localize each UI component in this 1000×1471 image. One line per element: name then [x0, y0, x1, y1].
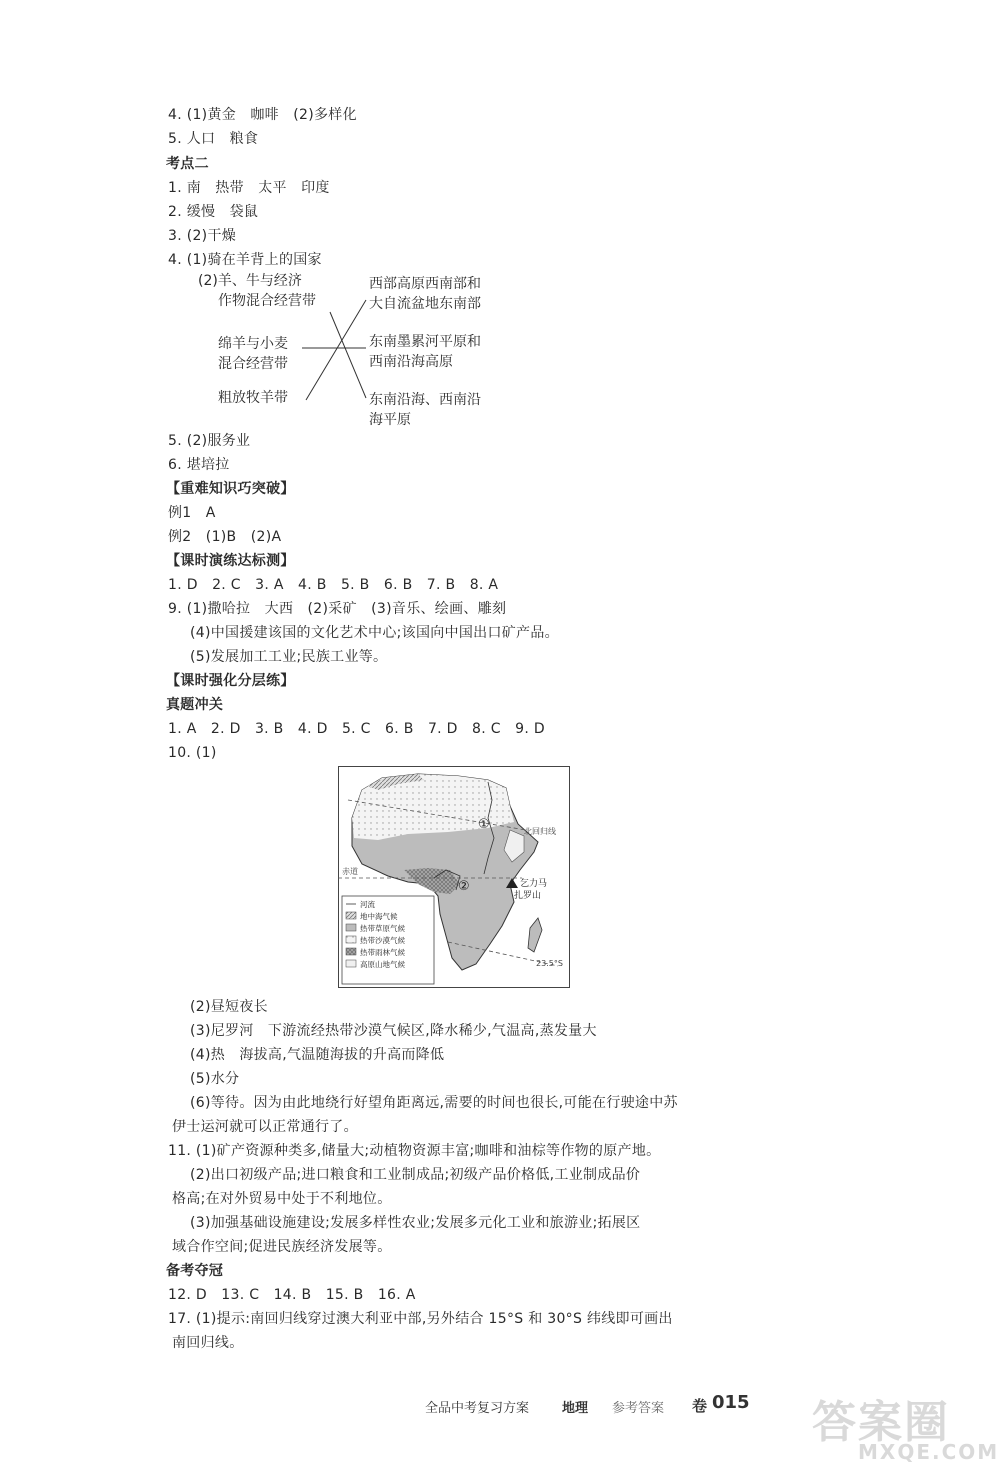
legend-item: 河流 [360, 900, 375, 909]
match-right-2b: 西南沿海高原 [369, 354, 453, 370]
legend-swatch [346, 948, 356, 955]
marker-2: ② [458, 879, 470, 894]
answer-line: 4. (1)骑在羊背上的国家 [168, 252, 322, 268]
answer-line: (3)尼罗河 下游流经热带沙漠气候区,降水稀少,气温高,蒸发量大 [190, 1023, 597, 1039]
equator-label: 赤道 [342, 867, 358, 876]
answer-line: 12. D 13. C 14. B 15. B 16. A [168, 1287, 416, 1303]
answer-line: 4. (1)黄金 咖啡 (2)多样化 [168, 107, 357, 123]
match-line-1 [330, 312, 366, 398]
answer-line: 6. 堪培拉 [168, 457, 230, 473]
answer-line: 伊士运河就可以正常通行了。 [172, 1119, 358, 1135]
footer-subject: 地理 [562, 1401, 589, 1416]
legend-swatch [346, 960, 356, 967]
legend-item: 热带草原气候 [360, 924, 405, 933]
section-heading: 真题冲关 [166, 697, 224, 713]
section-heading: 考点二 [166, 156, 209, 172]
answer-line: (5)水分 [190, 1071, 240, 1087]
legend-item: 热带沙漠气候 [360, 936, 405, 945]
legend-swatch [346, 936, 356, 943]
match-right-1a: 西部高原西南部和 [369, 276, 481, 292]
footer-volume: 卷 [692, 1397, 708, 1415]
section-heading: 【重难知识巧突破】 [166, 481, 295, 497]
answer-line: 1. A 2. D 3. B 4. D 5. C 6. B 7. D 8. C 9. D [168, 721, 545, 737]
match-right-1b: 大自流盆地东南部 [369, 296, 481, 312]
answer-line: 格高;在对外贸易中处于不利地位。 [172, 1191, 392, 1207]
answer-line: (3)加强基础设施建设;发展多样性农业;发展多元化工业和旅游业;拓展区 [190, 1215, 641, 1231]
legend-item: 地中海气候 [360, 912, 398, 921]
answer-line: (6)等待。因为由此地绕行好望角距离远,需要的时间也很长,可能在行驶途中苏 [190, 1095, 678, 1111]
answer-line: 3. (2)干燥 [168, 228, 237, 244]
marker-1: ① [478, 817, 490, 832]
answer-line: 10. (1) [168, 745, 217, 761]
legend-swatch [346, 912, 356, 919]
match-left-2b: 混合经营带 [218, 356, 288, 372]
answer-line: 1. 南 热带 太平 印度 [168, 180, 330, 196]
answer-line: (5)发展加工工业;民族工业等。 [190, 649, 388, 665]
legend-swatch [346, 924, 356, 931]
africa-climate-map [338, 766, 570, 988]
lat-label: 北回归线 [524, 827, 556, 836]
page-number: 015 [712, 1392, 750, 1413]
matching-lines [290, 290, 370, 420]
legend-item: 高原山地气候 [360, 960, 405, 969]
footer-section: 参考答案 [612, 1401, 665, 1416]
answer-line: (4)中国援建该国的文化艺术中心;该国向中国出口矿产品。 [190, 625, 559, 641]
match-right-3b: 海平原 [369, 412, 411, 428]
match-right-2a: 东南墨累河平原和 [369, 334, 481, 350]
mountain-label-1: 乞力马 [520, 879, 548, 889]
answer-line: 例1 A [168, 505, 216, 521]
tropic-s-label: 23.5°S [536, 959, 563, 968]
answer-line: 例2 (1)B (2)A [168, 529, 282, 545]
answer-line: 9. (1)撒哈拉 大西 (2)采矿 (3)音乐、绘画、雕刻 [168, 601, 507, 617]
watermark-site: MXQE.COM [858, 1440, 1000, 1464]
match-right-3a: 东南沿海、西南沿 [369, 392, 481, 408]
match-left-1a: (2)羊、牛与经济 [198, 273, 302, 289]
map-legend [342, 896, 434, 984]
section-heading: 【课时强化分层练】 [166, 673, 295, 689]
watermark-logo: 答案圈 [812, 1397, 950, 1448]
mountain-label-2: 扎罗山 [514, 891, 542, 901]
answer-line: 域合作空间;促进民族经济发展等。 [172, 1239, 392, 1255]
answer-line: 2. 缓慢 袋鼠 [168, 204, 259, 220]
section-heading: 【课时演练达标测】 [166, 553, 295, 569]
answer-line: (2)昼短夜长 [190, 999, 268, 1015]
match-left-3: 粗放牧羊带 [218, 390, 288, 406]
answer-line: (2)出口初级产品;进口粮食和工业制成品;初级产品价格低,工业制成品价 [190, 1167, 641, 1183]
match-left-1b: 作物混合经营带 [218, 293, 316, 309]
answer-line: 南回归线。 [172, 1335, 244, 1351]
answer-line: 17. (1)提示:南回归线穿过澳大利亚中部,另外结合 15°S 和 30°S 纬线即可画出 [168, 1311, 673, 1327]
match-left-2a: 绵羊与小麦 [218, 336, 288, 352]
answer-line: 5. (2)服务业 [168, 433, 251, 449]
legend-item: 热带雨林气候 [360, 948, 405, 957]
answer-line: 11. (1)矿产资源种类多,储量大;动植物资源丰富;咖啡和油棕等作物的原产地。 [168, 1143, 661, 1159]
answer-line: (4)热 海拔高,气温随海拔的升高而降低 [190, 1047, 445, 1063]
footer-book-title: 全品中考复习方案 [425, 1401, 530, 1416]
match-line-3 [306, 300, 366, 400]
section-heading: 备考夺冠 [166, 1263, 224, 1279]
answer-line: 5. 人口 粮食 [168, 131, 259, 147]
answer-line: 1. D 2. C 3. A 4. B 5. B 6. B 7. B 8. A [168, 577, 499, 593]
